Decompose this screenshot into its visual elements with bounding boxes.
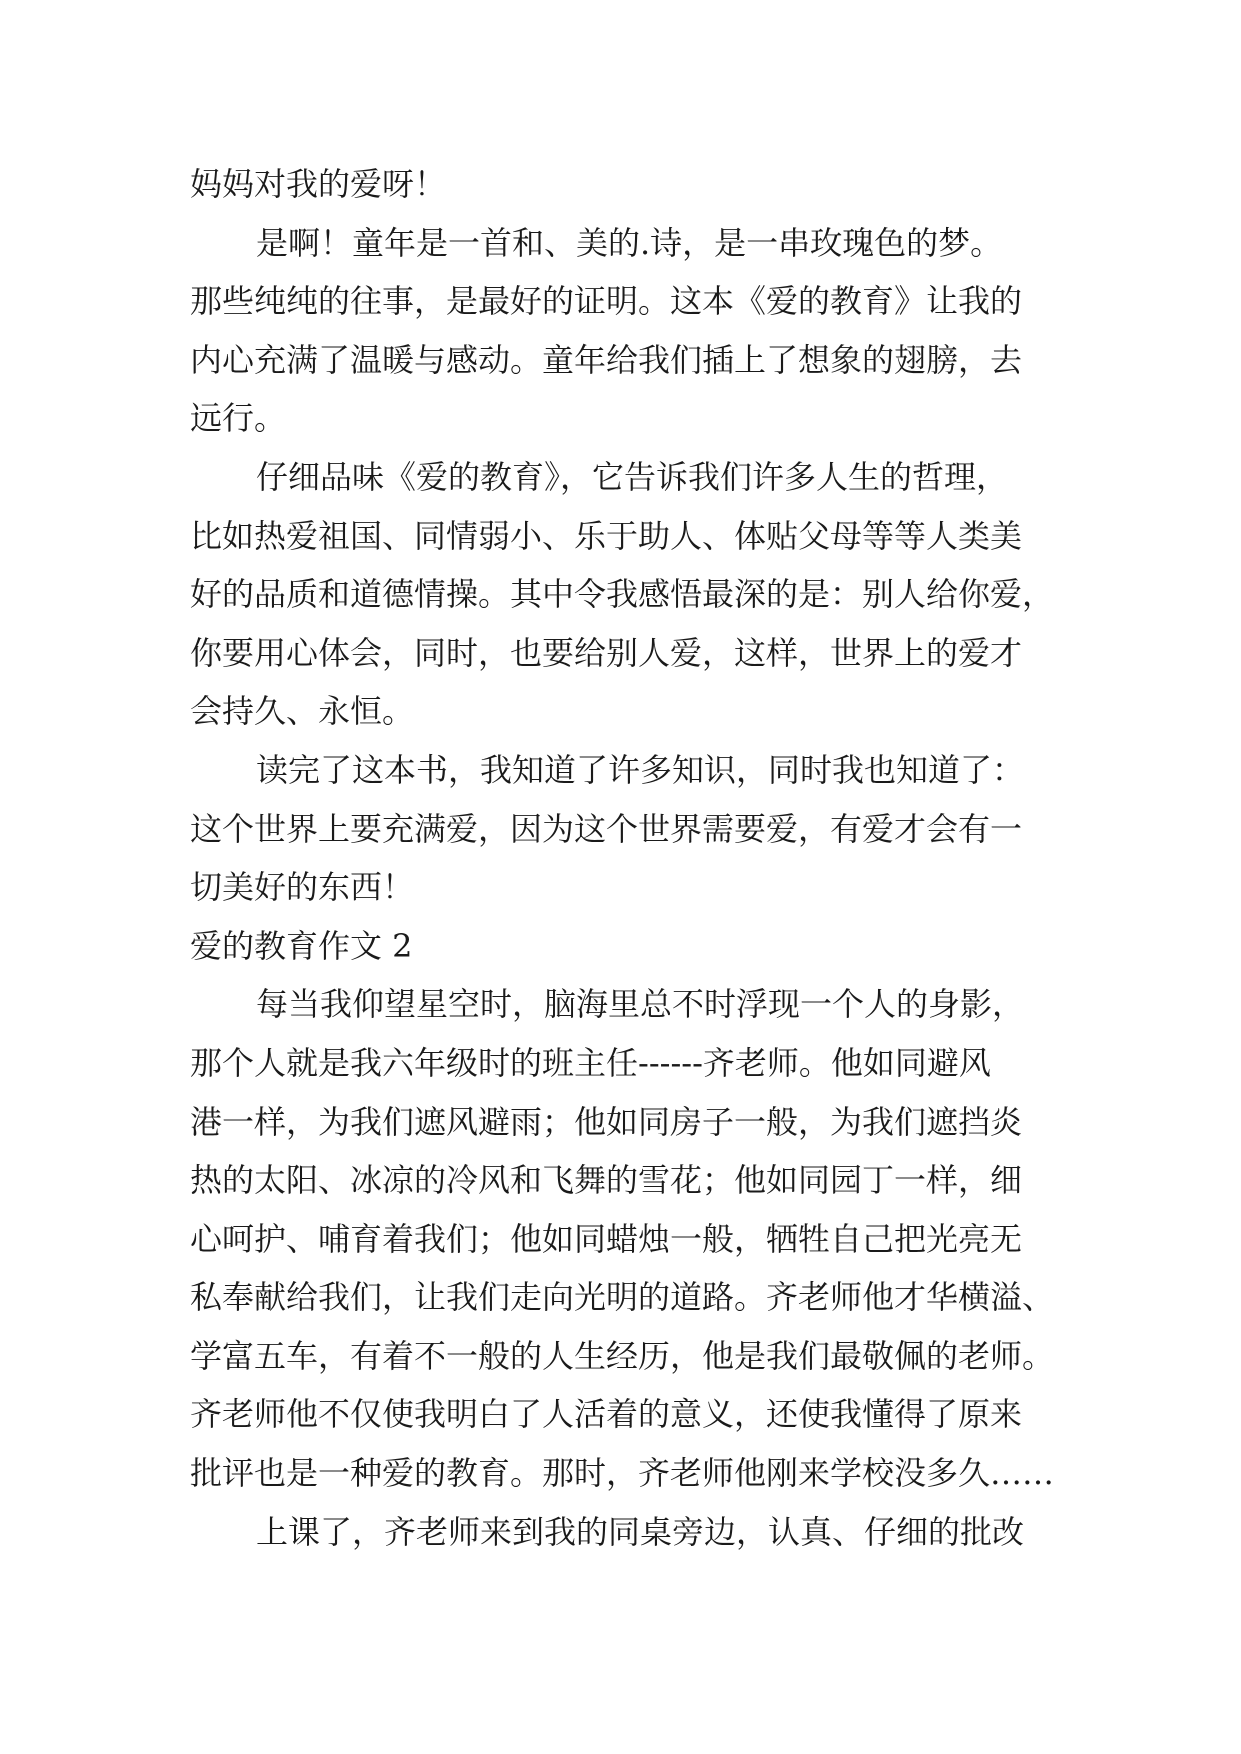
document-page [190,155,1070,1754]
section-heading: 爱的教育作文 2 [190,926,413,965]
text-line: 会持久、永恒。 [190,692,415,731]
text-line: 远行。 [190,399,287,438]
text-line: 内心充满了温暖与感动。童年给我们插上了想象的翅膀，去 [190,340,1023,379]
text-line: 妈妈对我的爱呀！ [190,165,447,203]
text-line: 心呵护、哺育着我们；他如同蜡烛一般，牺牲自己把光亮无 [190,1219,1023,1258]
text-line: 批评也是一种爱的教育。那时，齐老师他刚来学校没多久…… [190,1454,1055,1493]
text-line: 热的太阳、冰凉的冷风和飞舞的雪花；他如同园丁一样，细 [190,1161,1023,1200]
text-line: 这个世界上要充满爱，因为这个世界需要爱，有爱才会有一 [190,809,1023,848]
text-line: 港一样，为我们遮风避雨；他如同房子一般，为我们遮挡炎 [190,1102,1023,1141]
text-line: 那个人就是我六年级时的班主任------齐老师。他如同避风 [190,1043,991,1082]
text-line: 私奉献给我们，让我们走向光明的道路。齐老师他才华横溢、 [190,1278,1055,1317]
paragraph-start-line: 是啊！童年是一首和、美的.诗，是一串玫瑰色的梦。 [256,223,1003,262]
text-line: 那些纯纯的往事，是最好的证明。这本《爱的教育》让我的 [190,282,1023,321]
text-line: 齐老师他不仅使我明白了人活着的意义，还使我懂得了原来 [190,1395,1023,1434]
text-line: 比如热爱祖国、同情弱小、乐于助人、体贴父母等等人类美 [190,516,1023,555]
text-line: 切美好的东西！ [190,868,415,907]
paragraph-start-line: 上课了，齐老师来到我的同桌旁边，认真、仔细的批改 [256,1512,1025,1551]
text-line: 学富五车，有着不一般的人生经历，他是我们最敬佩的老师。 [190,1336,1055,1375]
paragraph-start-line: 仔细品味《爱的教育》，它告诉我们许多人生的哲理， [256,457,1009,496]
text-line: 好的品质和道德情操。其中令我感悟最深的是：别人给你爱， [190,575,1055,614]
paragraph-start-line: 每当我仰望星空时，脑海里总不时浮现一个人的身影， [256,985,1025,1024]
paragraph-start-line: 读完了这本书，我知道了许多知识，同时我也知道了： [256,750,1025,789]
text-line: 你要用心体会，同时，也要给别人爱，这样，世界上的爱才 [190,633,1023,672]
